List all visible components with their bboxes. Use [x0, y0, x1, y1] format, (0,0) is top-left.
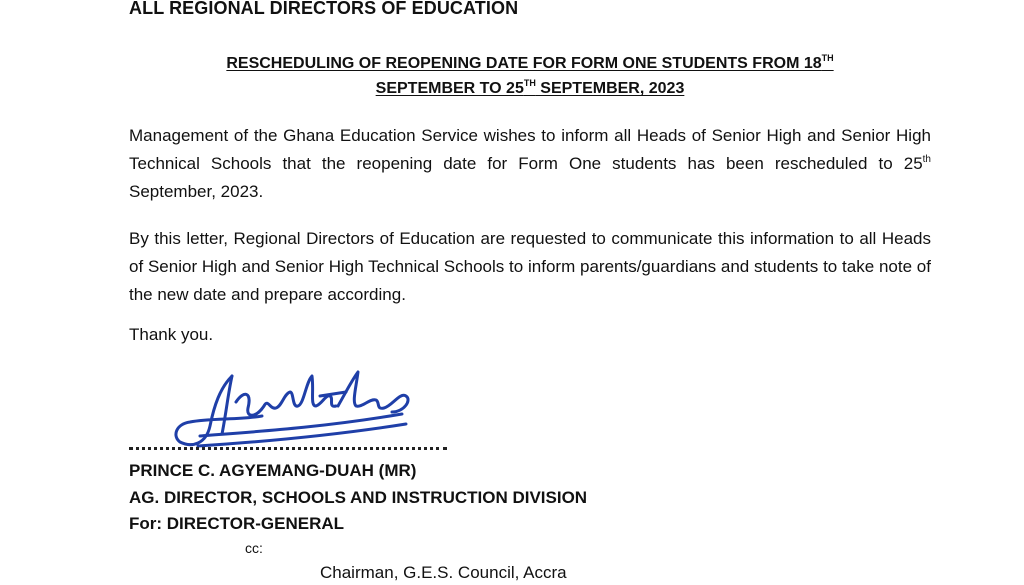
body-paragraph-2: By this letter, Regional Directors of Education are requested to communicate this information to all Heads of Senior High and Senior High Technical Schools to inform parents/guardians and students to take note of the new date and prepare according. [129, 229, 931, 304]
paragraph-1-ordinal: th [922, 154, 931, 165]
signatory-for-line: For: DIRECTOR-GENERAL [129, 514, 345, 533]
subject-ordinal-2: TH [523, 78, 536, 88]
paragraph-1-text: Management of the Ghana Education Service wishes to inform all Heads of Senior High and Senior High Technical Schools that the reopening date for Form One students has been rescheduled to 25 [129, 126, 931, 173]
cc-recipient: Chairman, G.E.S. Council, Accra [320, 563, 567, 582]
closing-line: Thank you. [129, 325, 214, 344]
paragraph-1-end: September, 2023. [129, 182, 264, 201]
subject-line-2-start: SEPTEMBER TO 25 [375, 80, 524, 97]
subject-line-1: RESCHEDULING OF REOPENING DATE FOR FORM ONE STUDENTS FROM 18 [226, 55, 822, 72]
signature-dotted-line [129, 447, 447, 450]
handwritten-signature [170, 362, 420, 454]
subject-line-2-end: SEPTEMBER, 2023 [535, 80, 685, 97]
cc-label: cc: [245, 540, 263, 556]
body-paragraph-1 [129, 122, 931, 206]
subject-ordinal-1: TH [821, 53, 834, 63]
signatory-title: AG. DIRECTOR, SCHOOLS AND INSTRUCTION DIVISION [129, 488, 588, 507]
addressee-line: ALL REGIONAL DIRECTORS OF EDUCATION [129, 0, 519, 18]
letter-subject [150, 51, 910, 101]
signatory-name: PRINCE C. AGYEMANG-DUAH (MR) [129, 461, 417, 480]
